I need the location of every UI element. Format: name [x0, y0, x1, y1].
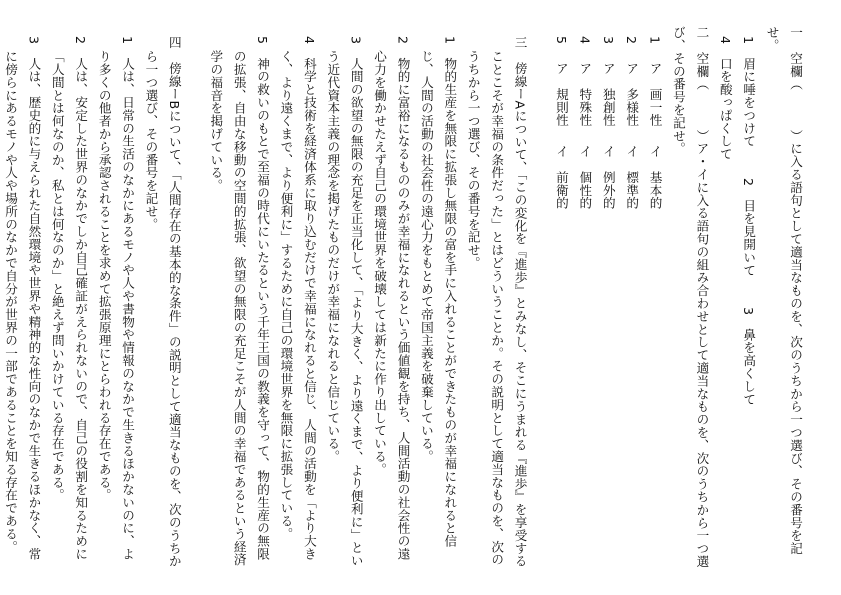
q3-option-1-text: 物的生産を無限に拡張し無限の富を手に入れることができたものが幸福になれると信じ、人間の活動の社会性の遠心力をもとめて帝国主義を破棄している。	[418, 50, 458, 548]
q2-option-4-a: ア 特殊性	[577, 62, 593, 127]
q3-option-4[interactable]	[274, 26, 321, 571]
question-4	[0, 26, 186, 571]
q4-option-3-number: 3	[26, 36, 42, 45]
question-2-prompt: 空欄（ ）ア・イに入る語句の組み合わせとして適当なものを、次のうちから一つ選び、その番号を記せ。	[670, 26, 710, 568]
q1-option-1-number: 1	[741, 36, 757, 45]
q2-option-1[interactable]	[643, 26, 666, 571]
q1-option-2-number: 2	[741, 177, 757, 187]
q3-option-2[interactable]	[368, 26, 415, 571]
q4-option-2-text: 人は、安定した世界のなかでしか自己確証がえられないので、自己の役割を知るために「人間とは何なのか、私とは何なのか」と絶えず問いかけている存在である。	[49, 50, 89, 561]
q1-option-2[interactable]	[737, 178, 760, 277]
q3-option-5[interactable]	[204, 26, 274, 571]
q2-option-5[interactable]	[550, 26, 573, 571]
q2-option-4-b: イ 個性的	[577, 144, 593, 210]
q3-option-3-number: 3	[348, 36, 364, 45]
question-4-prompt-line	[139, 26, 186, 571]
q1-option-3[interactable]	[737, 307, 760, 406]
q2-option-2-b: イ 標準的	[624, 144, 640, 210]
q1-option-4-text: 口を酸っぱくして	[717, 57, 733, 161]
q4-option-1[interactable]	[92, 26, 139, 571]
q2-option-1-a: ア 画一性	[647, 62, 663, 127]
q3-option-5-text: 神の救いのもとで至福の時代にいたるという千年王国の教義を守って、物的生産の無限の拡張、自由な移動の空間的拡張、欲望の無限の充足こそが人間の幸福であるという経済学の福音を掲げている。	[208, 50, 271, 566]
q1-option-3-text: 鼻を高くして	[741, 328, 757, 406]
question-3-prompt-line	[461, 26, 531, 571]
q3-option-1[interactable]	[415, 26, 462, 571]
question-4-number: 四	[166, 36, 182, 49]
q3-option-4-text: 科学と技術を経済体系に取り込むだけで幸福になれると信じ、人間の活動を「より大きく、より遠くまで、より便利に」するために自己の環境世界を無限に拡張している。	[278, 50, 317, 561]
question-2-number: 二	[694, 26, 710, 39]
q2-option-1-number: 1	[647, 36, 663, 45]
vertical-text-column	[0, 26, 807, 571]
q2-option-2-number: 2	[624, 36, 640, 45]
q2-option-3[interactable]	[596, 26, 619, 571]
q1-option-2-text: 目を見開いて	[741, 199, 757, 277]
q2-option-2-a: ア 多様性	[624, 62, 640, 127]
q2-option-5-number: 5	[553, 36, 569, 45]
q4-option-3[interactable]	[0, 26, 45, 571]
q1-option-4-number: 4	[717, 36, 733, 45]
question-1	[713, 26, 807, 571]
question-1-options	[713, 26, 760, 571]
q2-option-3-b: イ 例外的	[600, 144, 616, 210]
q2-option-4[interactable]	[573, 26, 596, 571]
q2-option-4-number: 4	[577, 36, 593, 45]
question-1-prompt: 空欄（ ）に入る語句として適当なものを、次のうちから一つ選び、その番号を記せ。	[764, 26, 803, 555]
q1-option-3-number: 3	[741, 306, 757, 316]
q2-option-3-number: 3	[600, 36, 616, 45]
question-4-prompt: 傍線ーBについて、「人間存在の基本的な条件」の説明として適当なものを、次のうちから一つ選び、その番号を記せ。	[143, 50, 182, 568]
q3-option-1-number: 1	[442, 36, 458, 45]
q4-option-2[interactable]	[45, 26, 92, 571]
q4-option-3-text: 人は、歴史的に与えられた自然環境や世界や精神的な性向のなかで生きるほかなく、常に傍らにあるモノや人や場所のなかで自分が世界の一部であることを知る存在である。	[3, 50, 42, 561]
question-2	[550, 26, 714, 571]
q4-option-2-number: 2	[73, 36, 89, 45]
question-3-number: 三	[512, 36, 528, 49]
q4-option-1-text: 人は、日常の生活のなかにあるモノや人や書物や情報のなかで生きるほかないのに、より多くの他者から承認されることを求めて拡張原理にとらわれる存在である。	[96, 50, 136, 561]
q1-option-1-text: 眉に唾をつけて	[741, 57, 757, 148]
q2-option-5-a: ア 規則性	[553, 62, 569, 127]
q3-option-3[interactable]	[321, 26, 368, 571]
q1-option-1[interactable]	[737, 36, 760, 148]
q3-option-4-number: 4	[301, 36, 317, 45]
question-3-prompt: 傍線ーAについて、「この変化を『進歩』とみなし、そこにうまれる『進歩』を享受することこそが幸福の条件だった」とはどういうことか。その説明として適当なものを、次のうちから一つ選び、その番号を記せ。	[465, 50, 528, 568]
question-2-prompt-line	[667, 26, 714, 571]
q2-option-3-a: ア 独創性	[600, 62, 616, 127]
question-3	[204, 26, 532, 571]
q2-option-5-b: イ 前衛的	[553, 144, 569, 210]
q1-option-4[interactable]	[713, 36, 736, 160]
q3-option-3-text: 人間の欲望の無限の充足を正当化して、「より大きく、より遠くまで、より便利に」という近代資本主義の理念を掲げたものだけが幸福になれると信じている。	[325, 50, 364, 567]
q3-option-2-text: 物的に富裕になるもののみが幸福になれるという価値観を持ち、人間活動の社会性の遠心力を働かせたえず自己の環境世界を破壊しては新たに作り出している。	[372, 50, 411, 561]
question-1-prompt-line	[760, 26, 807, 571]
q4-option-1-number: 1	[120, 36, 136, 45]
question-1-number: 一	[788, 26, 803, 39]
q2-option-2[interactable]	[620, 26, 643, 571]
q3-option-2-number: 2	[395, 36, 411, 45]
q2-option-1-b: イ 基本的	[647, 144, 663, 210]
q3-option-5-number: 5	[255, 36, 271, 45]
